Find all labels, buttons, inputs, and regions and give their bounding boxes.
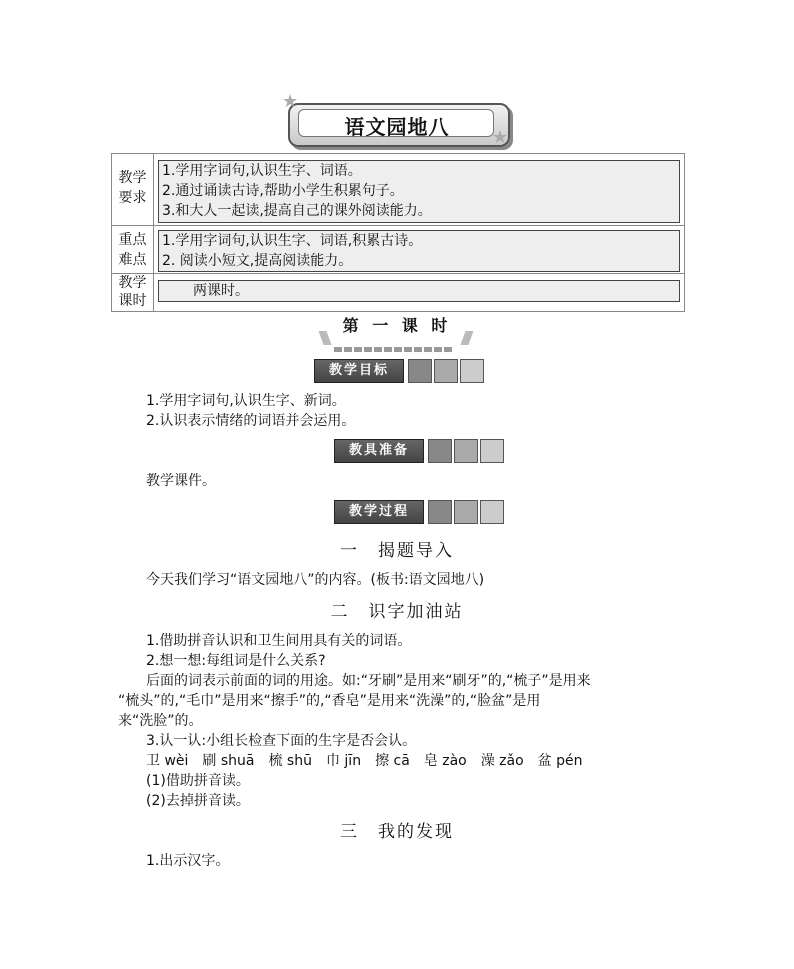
tag-square	[434, 359, 458, 383]
key-points-content	[158, 230, 680, 272]
key-point-line: 1.学用字词句,认识生字、词语,积累古诗。	[162, 233, 423, 249]
key-point-line: 2. 阅读小短文,提高阅读能力。	[162, 253, 353, 269]
title-banner	[282, 91, 509, 148]
periods-content	[158, 280, 680, 302]
section-2-line: (1)借助拼音读。	[146, 773, 250, 789]
period-line: 两课时。	[193, 283, 249, 299]
star-icon: ★	[282, 91, 299, 112]
tag-label: 教具准备	[334, 439, 424, 463]
section-2-line: 1.借助拼音认识和卫生间用具有关的词语。	[146, 633, 412, 649]
tag-square	[454, 500, 478, 524]
star-icon: ★	[492, 127, 509, 148]
tag-square	[408, 359, 432, 383]
tag-square	[460, 359, 484, 383]
section-2-line: 后面的词表示前面的词的用途。如:“牙刷”是用来“刷牙”的,“梳子”是用来	[146, 673, 591, 689]
label-periods	[112, 274, 154, 311]
tag-teaching-goal	[314, 359, 484, 381]
page-title: 语文园地八	[344, 115, 450, 139]
pinyin-character-list: 卫 wèi 刷 shuā 梳 shū 巾 jīn 擦 cā 皂 zào 澡 zǎo 盆 pén	[146, 753, 583, 769]
tag-teaching-process	[334, 500, 504, 522]
section-2-line: “梳头”的,“毛巾”是用来“擦手”的,“香皂”是用来“洗澡”的,“脸盆”是用	[118, 693, 541, 709]
section-1-text: 今天我们学习“语文园地八”的内容。(板书:语文园地八)	[146, 572, 485, 588]
label-text: 教学 要求	[118, 170, 147, 206]
label-text: 重点 难点	[118, 232, 147, 268]
section-2-line: 3.认一认:小组长检查下面的生字是否会认。	[146, 733, 417, 749]
goal-line: 1.学用字词句,认识生字、新词。	[146, 393, 346, 409]
section-2-line: 2.想一想:每组词是什么关系?	[146, 653, 326, 669]
section-3-line: 1.出示汉字。	[146, 853, 230, 869]
section-heading-3: 三 我的发现	[340, 822, 454, 842]
label-text: 教学 课时	[118, 275, 147, 309]
requirements-table	[111, 153, 685, 312]
tag-square	[480, 500, 504, 524]
prep-text: 教学课件。	[146, 473, 216, 489]
table-divider	[112, 225, 684, 226]
requirements-content	[158, 160, 680, 223]
tag-square	[454, 439, 478, 463]
label-key-points	[112, 226, 154, 273]
tag-label: 教学目标	[314, 359, 404, 383]
section-heading-1: 一 揭题导入	[340, 541, 454, 561]
requirement-line: 1.学用字词句,认识生字、词语。	[162, 163, 362, 179]
tag-teaching-prep	[334, 439, 504, 461]
heading-dots	[334, 337, 460, 343]
tag-square	[480, 439, 504, 463]
section-2-line: (2)去掉拼音读。	[146, 793, 250, 809]
requirement-line: 2.通过诵读古诗,帮助小学生积累句子。	[162, 183, 404, 199]
tag-square	[428, 500, 452, 524]
section-2-line: 来“洗脸”的。	[118, 713, 203, 729]
section-heading-2: 二 识字加油站	[330, 602, 464, 622]
label-requirements	[112, 154, 154, 225]
tag-label: 教学过程	[334, 500, 424, 524]
tag-square	[428, 439, 452, 463]
table-divider	[112, 273, 684, 274]
lesson-heading: 第 一 课 时	[342, 316, 452, 335]
requirement-line: 3.和大人一起读,提高自己的课外阅读能力。	[162, 203, 432, 219]
goal-line: 2.认识表示情绪的词语并会运用。	[146, 413, 356, 429]
